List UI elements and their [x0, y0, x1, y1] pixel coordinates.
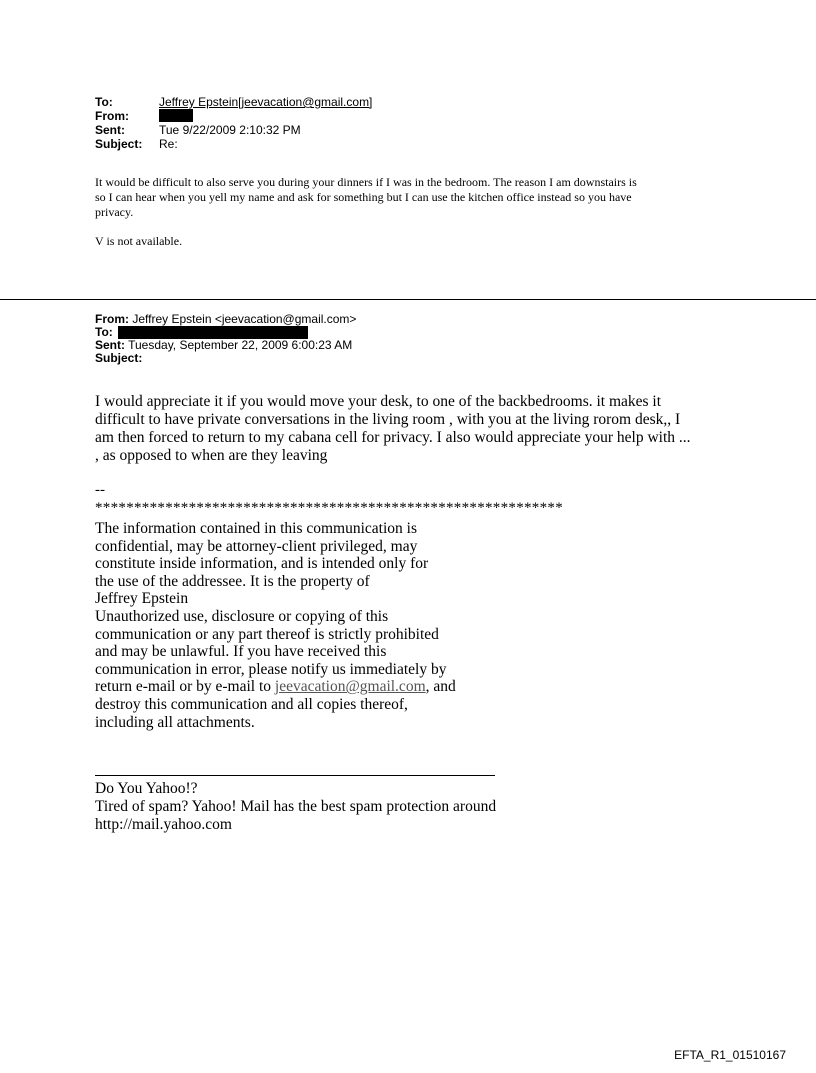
from-value: Jeffrey Epstein <jeevacation@gmail.com> [129, 312, 357, 326]
redaction-box [159, 109, 193, 122]
email1-paragraph-2: V is not available. [95, 234, 183, 248]
document-id: EFTA_R1_01510167 [674, 1048, 786, 1062]
email2-body [95, 393, 735, 465]
disclaimer-line: The information contained in this communication is [95, 520, 417, 537]
from-label: From: [95, 109, 129, 123]
body-line: so I can hear when you yell my name and ask for something but I can use the kitchen office instead so you have [95, 190, 632, 204]
email1-body [95, 175, 715, 249]
disclaimer-line: Jeffrey Epstein [95, 590, 189, 608]
email-link[interactable]: jeevacation@gmail.com [274, 678, 426, 696]
sent-value: Tuesday, September 22, 2009 6:00:23 AM [125, 338, 353, 352]
yahoo-url: http://mail.yahoo.com [95, 816, 232, 833]
subject-value: Re: [159, 137, 178, 151]
body-line: I would appreciate it if you would move your desk, to one of the backbedrooms. it makes it [95, 393, 662, 410]
body-line: difficult to have private conversations in the living room , with you at the living rorom desk,, I [95, 411, 681, 428]
disclaimer-line: communication in error, please notify us immediately by [95, 660, 447, 678]
disclaimer-line: including all attachments. [95, 713, 255, 731]
from-label: From: [95, 312, 129, 326]
yahoo-line: Tired of spam? Yahoo! Mail has the best spam protection around [95, 798, 497, 815]
disclaimer-line: confidential, may be attorney-client privileged, may [95, 537, 418, 555]
disclaimer-line [95, 678, 456, 696]
body-line: It would be difficult to also serve you during your dinners if I was in the bedroom. The reason I am downstairs is [95, 175, 637, 189]
disclaimer-text: return e-mail or by e-mail to [95, 678, 275, 696]
disclaimer-text: , and [425, 678, 456, 696]
signature-dash: -- [95, 482, 105, 498]
email1-header [95, 95, 372, 151]
disclaimer-line: and may be unlawful. If you have received this [95, 643, 387, 661]
disclaimer-line: communication or any part thereof is strictly prohibited [95, 625, 439, 643]
body-line: , as opposed to when are they leaving [95, 447, 328, 464]
disclaimer-line: destroy this communication and all copies thereof, [95, 695, 408, 713]
subject-label: Subject: [95, 137, 143, 151]
subject-label: Subject: [95, 351, 143, 365]
to-value[interactable]: Jeffrey Epstein[jeevacation@gmail.com] [159, 95, 373, 109]
to-label: To: [95, 95, 113, 109]
body-line: am then forced to return to my cabana cell for privacy. I also would appreciate your help with ... [95, 429, 691, 446]
to-label: To: [95, 325, 113, 339]
signature-rule [95, 775, 495, 776]
body-line: privacy. [95, 205, 134, 219]
email2-header [95, 313, 356, 365]
disclaimer-line: Unauthorized use, disclosure or copying of this [95, 607, 389, 625]
disclaimer-line: constitute inside information, and is intended only for [95, 555, 429, 573]
sent-label: Sent: [95, 338, 125, 352]
yahoo-signature [95, 780, 496, 834]
yahoo-line: Do You Yahoo!? [95, 780, 198, 797]
asterisk-divider: ************************************************************ [95, 500, 563, 516]
email1-paragraph [95, 175, 715, 220]
confidentiality-disclaimer [95, 520, 456, 731]
disclaimer-line: the use of the addressee. It is the property of [95, 572, 370, 590]
sent-value: Tue 9/22/2009 2:10:32 PM [159, 123, 301, 137]
separator-line [0, 299, 816, 300]
sent-label: Sent: [95, 123, 125, 137]
